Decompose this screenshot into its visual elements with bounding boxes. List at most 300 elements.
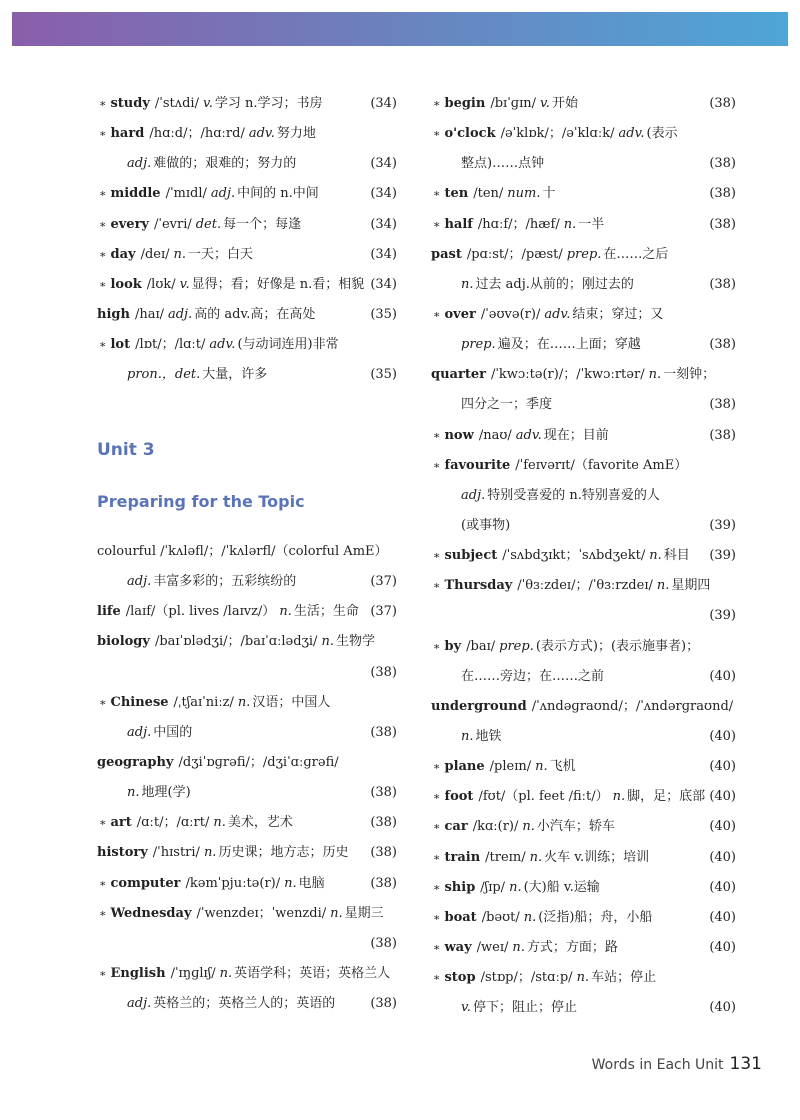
headword: middle — [110, 186, 161, 202]
definition: 显得；看；好像是 n.看；相貌 — [191, 276, 365, 292]
headword: over — [444, 306, 476, 322]
headword: history — [97, 845, 148, 861]
page-reference: (39) — [709, 548, 736, 564]
phonetic: /pleɪn/ — [489, 759, 532, 775]
definition: 十 — [542, 186, 556, 202]
part-of-speech: n. — [612, 789, 626, 805]
star-glyph: ∗ — [99, 247, 107, 261]
phonetic: /ʃɪp/ — [480, 879, 506, 895]
part-of-speech: n. — [461, 276, 474, 292]
left-column-top — [97, 89, 397, 390]
star-glyph: ∗ — [99, 338, 107, 352]
definition: 每一个；每逢 — [223, 216, 302, 232]
definition: 历史课；地方志；历史 — [218, 845, 349, 861]
vocab-line — [431, 149, 736, 179]
star-glyph: ∗ — [433, 428, 441, 442]
page-reference: (40) — [709, 789, 736, 805]
headword: day — [110, 246, 136, 262]
part-of-speech: det. — [195, 216, 222, 232]
page-reference: (40) — [709, 728, 736, 744]
headword: art — [110, 815, 132, 831]
definition: (大)船 v.运输 — [523, 879, 600, 895]
vocab-line — [431, 240, 736, 270]
phonetic: /lɒt/；/lɑːt/ — [135, 337, 206, 353]
star-glyph: ∗ — [433, 850, 441, 864]
phonetic: /fʊt/（pl. feet /fiːt/） — [478, 789, 609, 805]
page-reference: (34) — [370, 96, 397, 111]
headword: boat — [444, 909, 477, 925]
page-reference: (37) — [370, 604, 397, 620]
phonetic: /ˈfeɪvərɪt/（favorite AmE） — [515, 457, 688, 473]
part-of-speech: n. — [203, 845, 217, 861]
star-glyph: ∗ — [433, 790, 441, 804]
vocab-line — [431, 963, 736, 993]
definition: 现在；目前 — [543, 427, 609, 443]
page-reference: (34) — [370, 276, 397, 292]
headword: every — [110, 216, 149, 232]
vocab-line — [431, 812, 736, 842]
part-of-speech: v. — [179, 276, 190, 292]
page-reference: (37) — [370, 574, 397, 590]
phonetic: /deɪ/ — [140, 246, 170, 262]
vocab-line — [97, 658, 397, 688]
phonetic: /lʊk/ — [146, 276, 176, 292]
vocab-line — [97, 748, 397, 778]
vocab-line — [97, 330, 397, 360]
part-of-speech: adj. — [167, 306, 193, 322]
phonetic: /ˈwenzdeɪ；ˈwenzdi/ — [196, 905, 327, 921]
phonetic: /stɒp/；/stɑːp/ — [480, 970, 573, 986]
vocab-line — [97, 989, 397, 1019]
definition: 脚，足；底部 — [627, 789, 706, 805]
part-of-speech: adj. — [210, 186, 236, 202]
part-of-speech: v. — [540, 96, 550, 111]
star-glyph: ∗ — [433, 820, 441, 834]
definition: 中间的 n.中间 — [237, 186, 319, 202]
definition: 一半 — [578, 216, 605, 232]
star-glyph: ∗ — [99, 277, 107, 291]
part-of-speech: adv. — [515, 427, 542, 443]
definition: 地理(学) — [141, 785, 191, 801]
part-of-speech: prep. — [461, 337, 496, 353]
phonetic: /bəʊt/ — [481, 909, 520, 925]
page-reference: (35) — [370, 367, 397, 383]
part-of-speech: n. — [284, 875, 297, 891]
definition: 中国的 — [153, 724, 193, 740]
part-of-speech: n. — [461, 728, 474, 744]
vocab-line — [97, 270, 397, 300]
part-of-speech: n. — [213, 815, 226, 831]
star-glyph: ∗ — [99, 217, 107, 231]
star-glyph: ∗ — [433, 639, 441, 653]
phonetic: /ˈɪŋɡlɪʃ/ — [170, 965, 216, 981]
part-of-speech: v. — [461, 1000, 471, 1016]
star-glyph: ∗ — [433, 910, 441, 924]
definition: 小汽车；轿车 — [536, 819, 615, 835]
vocab-line — [431, 119, 736, 149]
vocab-line — [97, 567, 397, 597]
vocab-line — [97, 869, 397, 899]
page-reference: (40) — [709, 879, 736, 895]
definition: 一刻钟； — [663, 367, 716, 383]
part-of-speech: n. — [237, 694, 251, 710]
star-glyph: ∗ — [433, 880, 441, 894]
phonetic: /treɪn/ — [485, 849, 526, 865]
left-column-bottom — [97, 537, 397, 1019]
phonetic: colourful /ˈkʌləfl/；/ˈkʌlərfl/（colorful AmE） — [97, 544, 388, 559]
page-reference: (38) — [370, 664, 397, 680]
vocab-line — [97, 718, 397, 748]
vocab-line — [431, 752, 736, 782]
page-reference: (34) — [370, 216, 397, 232]
topic-title: Preparing for the Topic — [97, 492, 305, 511]
page-reference: (40) — [709, 939, 736, 955]
vocab-line — [431, 722, 736, 752]
part-of-speech: n. — [576, 970, 590, 986]
definition: 在……旁边；在……之前 — [461, 668, 605, 684]
vocab-line — [97, 929, 397, 959]
page-reference: (38) — [709, 216, 736, 232]
part-of-speech: pron.，det. — [127, 367, 201, 383]
star-glyph: ∗ — [99, 187, 107, 201]
headword: study — [110, 96, 150, 111]
vocab-line — [97, 537, 397, 567]
page-reference: (40) — [709, 909, 736, 925]
phonetic: /hɑːf/；/hæf/ — [477, 216, 560, 232]
vocab-line — [431, 89, 736, 119]
part-of-speech: adj. — [127, 574, 152, 590]
vocab-line — [97, 627, 397, 657]
part-of-speech: n. — [529, 849, 543, 865]
star-glyph: ∗ — [433, 549, 441, 563]
page-reference: (34) — [370, 186, 397, 202]
phonetic: /kɑː(r)/ — [472, 819, 519, 835]
part-of-speech: n. — [321, 634, 334, 650]
vocab-line — [431, 782, 736, 812]
phonetic: /ˈmɪdl/ — [165, 186, 207, 202]
star-glyph: ∗ — [433, 760, 441, 774]
star-glyph: ∗ — [433, 971, 441, 985]
vocab-line — [97, 838, 397, 868]
part-of-speech: adj. — [461, 487, 486, 503]
star-glyph: ∗ — [99, 876, 107, 890]
page-reference: (40) — [709, 668, 736, 684]
definition: 方式；方面；路 — [526, 939, 618, 955]
vocab-line — [97, 360, 397, 390]
page-reference: (40) — [709, 819, 736, 835]
phonetic: /ˈstʌdi/ — [154, 96, 199, 111]
phonetic: /əˈklɒk/；/əˈklɑːk/ — [500, 126, 615, 142]
headword: o'clock — [444, 126, 496, 142]
phonetic: /naʊ/ — [478, 427, 512, 443]
star-glyph: ∗ — [433, 307, 441, 321]
part-of-speech: n. — [648, 367, 662, 383]
vocab-line — [97, 89, 397, 119]
definition: 整点)……点钟 — [461, 156, 545, 172]
phonetic: /haɪ/ — [134, 306, 164, 322]
page-reference: (39) — [709, 608, 736, 624]
part-of-speech: adj. — [127, 996, 152, 1012]
phonetic: /pɑːst/；/pæst/ — [466, 246, 563, 262]
headword: geography — [97, 754, 174, 770]
definition: 高的 adv.高；在高处 — [194, 306, 316, 322]
definition: (表示 — [646, 126, 678, 142]
page-reference: (38) — [370, 935, 397, 951]
definition: 汉语；中国人 — [252, 694, 331, 710]
part-of-speech: n. — [656, 578, 670, 594]
definition: (或事物) — [461, 517, 511, 533]
vocab-line — [431, 270, 736, 300]
vocab-line — [97, 899, 397, 929]
phonetic: /ˈkwɔːtə(r)/；/ˈkwɔːrtər/ — [490, 367, 645, 383]
part-of-speech: n. — [219, 965, 233, 981]
page-reference: (38) — [709, 427, 736, 443]
part-of-speech: n. — [522, 819, 535, 835]
part-of-speech: adv. — [209, 337, 236, 353]
vocab-line — [97, 808, 397, 838]
definition: 遍及；在……上面；穿越 — [497, 337, 641, 353]
definition: 英格兰的；英格兰人的；英语的 — [153, 996, 336, 1012]
definition: 车站；停止 — [591, 970, 657, 986]
vocab-line — [431, 662, 736, 692]
definition: 飞机 — [549, 759, 576, 775]
star-glyph: ∗ — [433, 187, 441, 201]
vocab-line — [97, 597, 397, 627]
phonetic: /ˈhɪstri/ — [152, 845, 200, 861]
definition: 地铁 — [475, 728, 502, 744]
part-of-speech: n. — [173, 246, 187, 262]
phonetic: /dʒiˈɒɡrəfi/；/dʒiˈɑːɡrəfi/ — [178, 754, 339, 770]
right-column — [431, 89, 736, 1023]
definition: 科目 — [663, 548, 690, 564]
headword: high — [97, 306, 130, 322]
headword: hard — [110, 126, 145, 142]
page-reference: (34) — [370, 156, 397, 172]
phonetic: /ɑːt/；/ɑːrt/ — [136, 815, 210, 831]
definition: 特别受喜爱的 n.特别喜爱的人 — [487, 487, 660, 503]
phonetic: /ˈevri/ — [153, 216, 192, 232]
vocab-line — [431, 873, 736, 903]
vocab-line — [431, 300, 736, 330]
part-of-speech: n. — [535, 759, 548, 775]
vocab-line — [97, 210, 397, 240]
vocab-line — [97, 119, 397, 149]
headword: biology — [97, 634, 150, 650]
definition: (与动词连用)非常 — [237, 337, 339, 353]
definition: 过去 adj.从前的；刚过去的 — [475, 276, 634, 292]
definition: 丰富多彩的；五彩缤纷的 — [153, 574, 297, 590]
phonetic: /ten/ — [473, 186, 504, 202]
definition: 学习 n.学习；书房 — [214, 96, 323, 111]
page-reference: (38) — [709, 186, 736, 202]
headword: look — [110, 276, 142, 292]
headword: underground — [431, 698, 527, 714]
definition: 星期三 — [344, 905, 384, 921]
definition: 停下；阻止；停止 — [472, 1000, 577, 1016]
vocab-line — [431, 692, 736, 722]
definition: 难做的；艰难的；努力的 — [153, 156, 297, 172]
star-glyph: ∗ — [99, 97, 107, 110]
phonetic: /kəmˈpjuːtə(r)/ — [185, 875, 281, 891]
definition: 大量，许多 — [202, 367, 268, 383]
headword: computer — [110, 875, 181, 891]
page-reference: (38) — [709, 276, 736, 292]
vocab-line — [431, 632, 736, 662]
star-glyph: ∗ — [99, 127, 107, 141]
vocab-line — [431, 601, 736, 631]
phonetic: /ˈʌndəɡraʊnd/；/ˈʌndərɡraʊnd/ — [531, 698, 734, 714]
part-of-speech: n. — [279, 604, 292, 620]
definition: 结束；穿过；又 — [572, 306, 664, 322]
definition: 一天；白天 — [188, 246, 254, 262]
page-reference: (38) — [370, 875, 397, 891]
vocab-line — [97, 240, 397, 270]
phonetic: /ˈəʊvə(r)/ — [480, 306, 541, 322]
definition: (泛指)船；舟，小船 — [538, 909, 653, 925]
headword: train — [444, 849, 481, 865]
vocab-line — [431, 481, 736, 511]
vocab-line — [431, 210, 736, 240]
page-reference: (38) — [370, 785, 397, 801]
definition: 英语学科；英语；英格兰人 — [234, 965, 391, 981]
star-glyph: ∗ — [433, 127, 441, 141]
definition: (表示方式)；(表示施事者)； — [535, 638, 700, 654]
headword: lot — [110, 337, 131, 353]
vocab-line — [431, 330, 736, 360]
page-reference: (40) — [709, 1000, 736, 1016]
part-of-speech: prep. — [566, 246, 602, 262]
vocab-line — [431, 933, 736, 963]
vocab-line — [431, 360, 736, 390]
headword: past — [431, 246, 462, 262]
part-of-speech: n. — [509, 879, 522, 895]
vocab-line — [97, 179, 397, 209]
headword: plane — [444, 759, 485, 775]
vocab-line — [431, 571, 736, 601]
headword: by — [444, 638, 462, 654]
vocab-line — [431, 511, 736, 541]
headword: ten — [444, 186, 469, 202]
vocab-line — [97, 959, 397, 989]
star-glyph: ∗ — [433, 97, 441, 110]
part-of-speech: adj. — [127, 724, 152, 740]
headword: car — [444, 819, 468, 835]
part-of-speech: adv. — [248, 126, 275, 142]
page-reference: (38) — [709, 156, 736, 172]
part-of-speech: adv. — [544, 306, 571, 322]
star-glyph: ∗ — [99, 966, 107, 980]
part-of-speech: n. — [563, 216, 577, 232]
vocab-line — [431, 451, 736, 481]
part-of-speech: num. — [507, 186, 541, 202]
headword: way — [444, 939, 472, 955]
headword: ship — [444, 879, 476, 895]
headword: English — [110, 965, 166, 981]
phonetic: /baɪ/ — [466, 638, 496, 654]
part-of-speech: adj. — [127, 156, 152, 172]
phonetic: /baɪˈɒlədʒi/；/baɪˈɑːlədʒi/ — [154, 634, 318, 650]
headword: half — [444, 216, 473, 232]
headword: favourite — [444, 457, 511, 473]
vocab-line — [431, 843, 736, 873]
page-reference: (38) — [370, 724, 397, 740]
page-reference: (38) — [370, 845, 397, 861]
phonetic: /hɑːd/；/hɑːrd/ — [149, 126, 245, 142]
footer-text: Words in Each Unit — [591, 1057, 724, 1073]
vocab-line — [431, 541, 736, 571]
definition: 火车 v.训练；培训 — [544, 849, 650, 865]
star-glyph: ∗ — [433, 458, 441, 472]
page-reference: (38) — [709, 96, 736, 111]
phonetic: /laɪf/（pl. lives /laɪvz/） — [125, 604, 276, 620]
phonetic: /weɪ/ — [476, 939, 509, 955]
headword: now — [444, 427, 474, 443]
star-glyph: ∗ — [99, 695, 107, 709]
headword: foot — [444, 789, 474, 805]
page-number: 131 — [729, 1054, 762, 1074]
page-reference: (35) — [370, 306, 397, 322]
phonetic: /ˈθɜːzdeɪ/；/ˈθɜːrzdeɪ/ — [517, 578, 653, 594]
page-reference: (40) — [709, 759, 736, 775]
headword: subject — [444, 548, 498, 564]
part-of-speech: n. — [512, 939, 525, 955]
vocab-line — [97, 149, 397, 179]
definition: 美术，艺术 — [227, 815, 293, 831]
unit-title: Unit 3 — [97, 440, 155, 460]
phonetic: /ˈsʌbdʒɪkt；ˈsʌbdʒekt/ — [502, 548, 646, 564]
vocab-line — [97, 778, 397, 808]
star-glyph: ∗ — [99, 906, 107, 920]
vocab-line — [431, 903, 736, 933]
definition: 开始 — [551, 96, 578, 111]
definition: 电脑 — [298, 875, 325, 891]
definition: 星期四 — [671, 578, 711, 594]
definition: 生物学 — [335, 634, 375, 650]
headword: Wednesday — [110, 905, 192, 921]
part-of-speech: prep. — [499, 638, 534, 654]
part-of-speech: n. — [127, 785, 140, 801]
star-glyph: ∗ — [433, 579, 441, 593]
headword: stop — [444, 970, 476, 986]
part-of-speech: adv. — [618, 126, 645, 142]
vocab-line — [431, 421, 736, 451]
headword: Thursday — [444, 578, 513, 594]
headword: quarter — [431, 367, 486, 383]
page-reference: (38) — [709, 397, 736, 413]
definition: 四分之一；季度 — [461, 397, 553, 413]
phonetic: /ˌtʃaɪˈniːz/ — [173, 694, 234, 710]
page-reference: (34) — [370, 246, 397, 262]
part-of-speech: n. — [649, 548, 662, 564]
star-glyph: ∗ — [433, 217, 441, 231]
page-reference: (38) — [709, 337, 736, 353]
vocab-line — [97, 688, 397, 718]
part-of-speech: v. — [202, 96, 213, 111]
headword: begin — [444, 96, 486, 111]
headword: life — [97, 604, 121, 620]
vocab-line — [431, 179, 736, 209]
definition: 在……之后 — [603, 246, 669, 262]
page-reference: (39) — [709, 517, 736, 533]
page-reference: (40) — [709, 849, 736, 865]
page-reference: (38) — [370, 996, 397, 1012]
vocab-line — [431, 993, 736, 1023]
part-of-speech: n. — [523, 909, 537, 925]
part-of-speech: n. — [330, 905, 343, 921]
vocab-line — [431, 390, 736, 420]
headword: Chinese — [110, 694, 169, 710]
header-banner — [12, 12, 788, 46]
